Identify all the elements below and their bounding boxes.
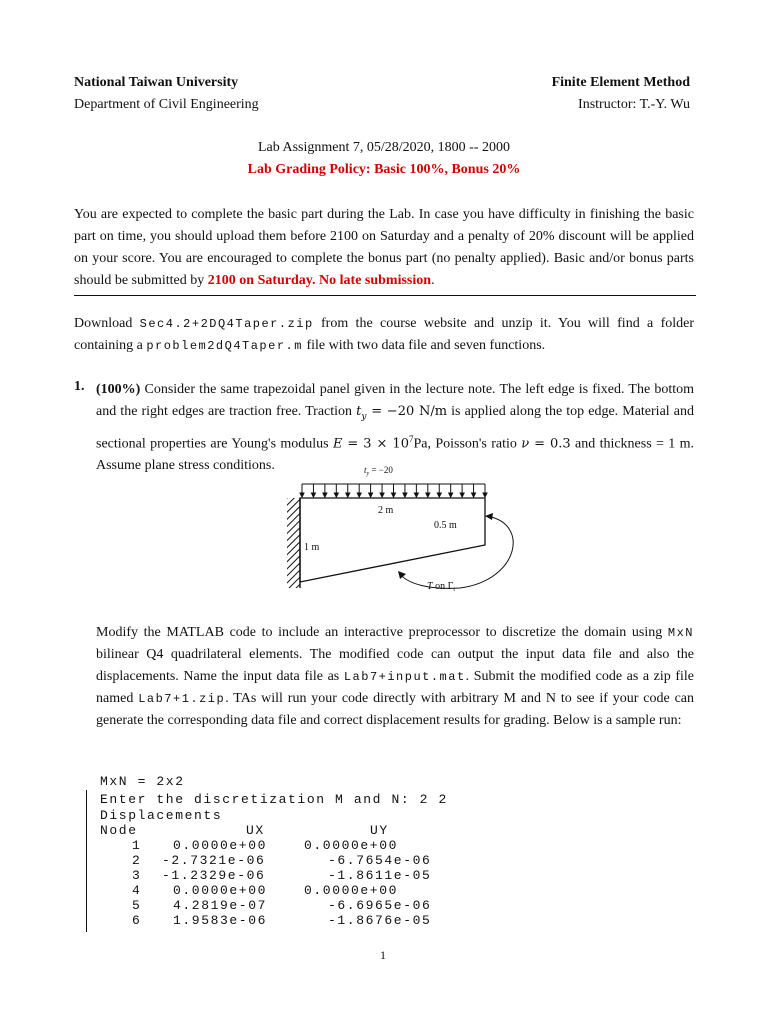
traction-subscript: y bbox=[361, 411, 367, 422]
load-arrow-head bbox=[483, 493, 487, 497]
sample-run-title: MxN = 2x2 bbox=[100, 774, 185, 789]
intro-text-end: . bbox=[431, 273, 435, 288]
load-arrow-head bbox=[414, 493, 418, 497]
download-post: file with two data file and seven functions. bbox=[302, 338, 546, 353]
trapezoidal-panel-figure bbox=[280, 462, 520, 594]
row-node: 6 bbox=[132, 913, 142, 928]
left-height-label: 1 m bbox=[304, 542, 320, 553]
load-arrows bbox=[300, 484, 487, 497]
col-ux-header: UX bbox=[246, 823, 265, 838]
problem-text-b: is applied along the top edge. Material and sectional properties are Young's modulus bbox=[96, 404, 694, 452]
row-ux: 4.2819e-07 bbox=[173, 898, 268, 913]
displacements-heading: Displacements bbox=[100, 808, 223, 823]
load-arrow-head bbox=[311, 493, 315, 497]
col-node-header: Node bbox=[100, 823, 138, 838]
department-name: Department of Civil Engineering bbox=[74, 97, 259, 112]
load-arrow-head bbox=[392, 493, 396, 497]
traction-free-arrowhead bbox=[485, 513, 493, 520]
fixed-wall-hatch bbox=[287, 498, 300, 588]
load-arrow-head bbox=[346, 493, 350, 497]
row-ux: 0.0000e+00 bbox=[173, 883, 268, 898]
right-height-label: 0.5 m bbox=[434, 520, 457, 531]
traction-symbol: t bbox=[356, 404, 362, 419]
row-ux: -1.2329e-06 bbox=[162, 868, 266, 883]
row-uy: -6.6965e-06 bbox=[328, 898, 432, 913]
youngs-modulus-exponent: 7 bbox=[408, 433, 414, 444]
download-pre: Download bbox=[74, 316, 140, 331]
load-arrow-head bbox=[380, 493, 384, 497]
problem-number: 1. bbox=[74, 379, 85, 394]
youngs-modulus-unit: Pa, Poisson's ratio bbox=[413, 436, 522, 452]
row-node: 2 bbox=[132, 853, 142, 868]
load-arrow-head bbox=[403, 493, 407, 497]
row-uy: 0.0000e+00 bbox=[304, 883, 399, 898]
row-node: 4 bbox=[132, 883, 142, 898]
modify-text-2: bilinear Q4 quadrilateral elements. The modified code can output the input data file and also the displacements. Name the input data file as bbox=[96, 647, 694, 684]
intro-text: You are expected to complete the basic part during the Lab. In case you have difficulty in finishing the basic part on time, you should upload them before 2100 on Saturday and a penalty of 20% discount will be applied on your score. You are encouraged to complete the bonus part (no penalty applied). Basic and/or bonus parts should be submitted by bbox=[74, 207, 694, 288]
instructor-name: Instructor: T.-Y. Wu bbox=[578, 97, 690, 112]
problem-weight: (100%) bbox=[96, 382, 141, 397]
load-arrow-head bbox=[323, 493, 327, 497]
row-uy: -1.8611e-05 bbox=[328, 868, 432, 883]
modify-text-4: . TAs will run your code directly with arbitrary M and N to see if your code can generate the corresponding data file and correct displacement results for grading. Below is a sample run: bbox=[96, 691, 694, 728]
deadline-text: 2100 on Saturday. No late submission bbox=[207, 273, 432, 288]
poisson-value: = 0.3 bbox=[529, 436, 571, 452]
load-arrow-head bbox=[369, 493, 373, 497]
modify-text-3: . Submit the modified code as a zip file named bbox=[96, 669, 694, 706]
traction-boundary-label: T on $\Gamma_t$ bbox=[427, 581, 456, 593]
row-ux: -2.7321e-06 bbox=[162, 853, 266, 868]
intro-paragraph bbox=[74, 204, 694, 292]
university-name: National Taiwan University bbox=[74, 75, 239, 90]
download-mid: from the course website and unzip it. You will find a folder containing a bbox=[74, 316, 694, 353]
row-uy: 0.0000e+00 bbox=[304, 838, 399, 853]
bottom-arrowhead bbox=[398, 571, 406, 579]
row-node: 1 bbox=[132, 838, 142, 853]
grading-policy: Lab Grading Policy: Basic 100%, Bonus 20% bbox=[247, 162, 521, 177]
output-bar bbox=[86, 790, 87, 932]
row-ux: 0.0000e+00 bbox=[173, 838, 268, 853]
youngs-modulus-symbol: E bbox=[332, 436, 343, 452]
row-uy: -6.7654e-06 bbox=[328, 853, 432, 868]
course-name: Finite Element Method bbox=[551, 75, 690, 90]
page-number: 1 bbox=[380, 948, 386, 962]
load-arrow-head bbox=[357, 493, 361, 497]
load-arrow-head bbox=[472, 493, 476, 497]
m-file-name: problem2dQ4Taper.m bbox=[146, 339, 303, 353]
load-arrow-head bbox=[334, 493, 338, 497]
load-arrow-head bbox=[460, 493, 464, 497]
traction-value: = −20 N/m bbox=[366, 404, 448, 419]
section-divider bbox=[74, 295, 696, 296]
assignment-title: Lab Assignment 7, 05/28/2020, 1800 -- 2000 bbox=[258, 140, 510, 155]
row-ux: 1.9583e-06 bbox=[173, 913, 268, 928]
youngs-modulus-value: = 3 × 10 bbox=[342, 436, 409, 452]
col-uy-header: UY bbox=[370, 823, 389, 838]
load-arrow-head bbox=[426, 493, 430, 497]
row-node: 3 bbox=[132, 868, 142, 883]
modify-text-1: Modify the MATLAB code to include an interactive preprocessor to discretize the domain using bbox=[96, 625, 668, 640]
modify-paragraph bbox=[96, 622, 694, 732]
length-label: 2 m bbox=[378, 505, 394, 516]
row-uy: -1.8676e-05 bbox=[328, 913, 432, 928]
zip-submission-name: Lab7+1.zip bbox=[138, 692, 226, 706]
mxn-code: MxN bbox=[667, 626, 694, 640]
download-paragraph bbox=[74, 313, 694, 357]
top-load-label: $t_y = -20$ bbox=[364, 465, 393, 477]
load-arrow-head bbox=[300, 493, 304, 497]
poisson-symbol: ν bbox=[521, 436, 530, 452]
load-arrow-head bbox=[449, 493, 453, 497]
input-file-name: Lab7+input.mat bbox=[343, 670, 466, 684]
zip-file-name: Sec4.2+2DQ4Taper.zip bbox=[139, 317, 314, 331]
row-node: 5 bbox=[132, 898, 142, 913]
problem-text-a: Consider the same trapezoidal panel given in the lecture note. The left edge is fixed. The bottom and the right edges are traction free. Traction bbox=[96, 382, 694, 419]
sample-run-prompt: Enter the discretization M and N: 2 2 bbox=[100, 792, 448, 807]
load-arrow-head bbox=[437, 493, 441, 497]
problem-text-c: and thickness = 1 m. Assume plane stress conditions. bbox=[96, 436, 694, 474]
